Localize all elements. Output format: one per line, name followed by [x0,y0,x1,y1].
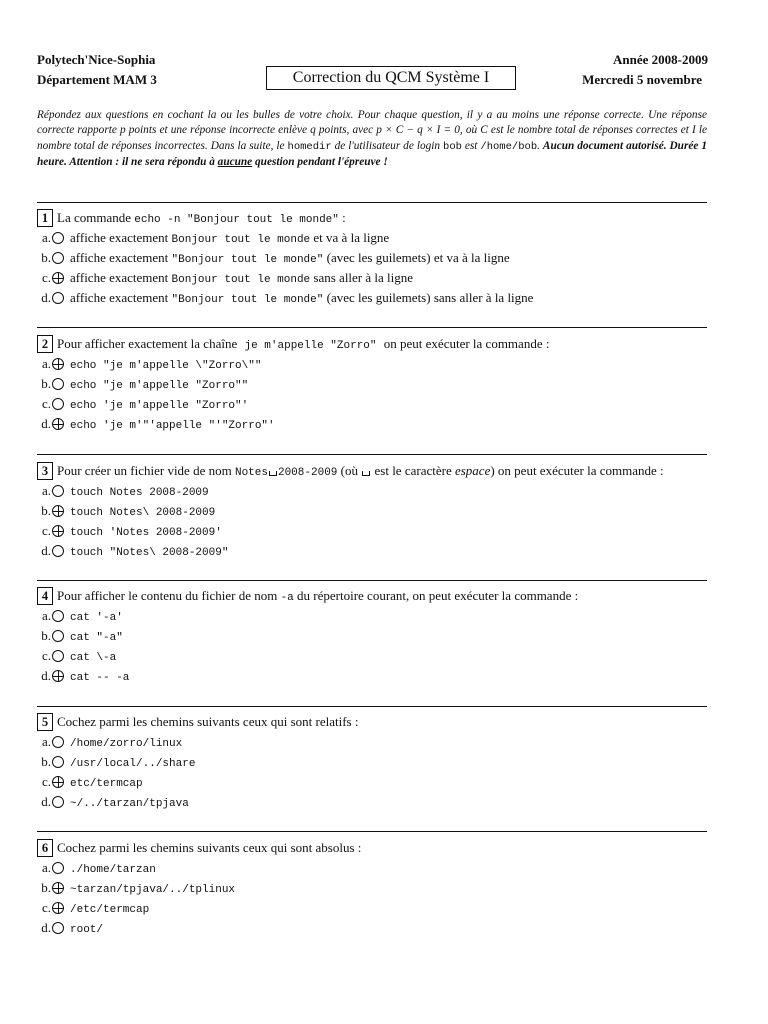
answer-option-a[interactable] [37,858,737,878]
checked-bubble-icon[interactable] [52,418,64,430]
option-code: cat \-a [70,652,117,664]
option-code: echo "je m'appelle \"Zorro\"" [70,360,262,372]
answer-option-b[interactable] [37,248,737,268]
answer-option-c[interactable] [37,394,737,414]
question-6 [37,838,737,938]
option-letter: b. [41,628,51,643]
stem-code: -a [280,592,294,604]
separator-rule [37,580,707,581]
question-number: 1 [37,209,53,227]
question-stem [37,712,737,732]
option-letter: a. [41,734,51,749]
option-text: (avec les guilemets) sans aller à la ligne [323,290,534,305]
option-letter: b. [41,503,51,518]
empty-bubble-icon[interactable] [52,485,64,497]
stem-text: Cochez parmi les chemins suivants ceux qui sont relatifs : [57,714,359,729]
answer-option-a[interactable] [37,354,737,374]
option-code: /etc/termcap [70,904,150,916]
school-name: Polytech'Nice-Sophia [37,52,156,67]
stem-text: : [338,210,346,225]
option-code: echo 'je m'"'appelle "'"Zorro"' [70,420,275,432]
option-letter: a. [41,608,51,623]
option-letter: c. [41,774,51,789]
empty-bubble-icon[interactable] [52,545,64,557]
answer-option-d[interactable] [37,541,737,561]
option-letter: a. [41,356,51,371]
option-letter: b. [41,880,51,895]
option-code: cat '-a' [70,612,123,624]
empty-bubble-icon[interactable] [52,630,64,642]
answer-option-b[interactable] [37,374,737,394]
homedir-code: homedir [287,140,332,153]
stem-code: 2008-2009 [277,467,338,479]
option-code: echo "je m'appelle "Zorro"" [70,380,249,392]
space-symbol-icon [269,471,277,476]
option-code: etc/termcap [70,778,143,790]
option-code: touch 'Notes 2008-2009' [70,527,222,539]
separator-rule [37,831,707,832]
option-letter: a. [41,230,51,245]
stem-text: ) on peut exécuter la commande : [490,463,664,478]
option-letter: b. [41,250,51,265]
option-code: touch Notes\ 2008-2009 [70,507,216,519]
question-stem [37,208,737,228]
rules-warning: Aucun document autorisé. Durée 1 heure. Attention : il ne sera répondu à [37,139,708,168]
answer-option-a[interactable] [37,481,737,501]
empty-bubble-icon[interactable] [52,756,64,768]
empty-bubble-icon[interactable] [52,862,64,874]
empty-bubble-icon[interactable] [52,610,64,622]
option-code: root/ [70,924,104,936]
checked-bubble-icon[interactable] [52,882,64,894]
answer-option-b[interactable] [37,501,737,521]
answer-option-d[interactable] [37,414,737,434]
question-3 [37,461,737,561]
answer-option-a[interactable] [37,228,737,248]
empty-bubble-icon[interactable] [52,796,64,808]
checked-bubble-icon[interactable] [52,902,64,914]
answer-option-c[interactable] [37,772,737,792]
option-code: /usr/local/../share [70,758,196,770]
option-code: /home/zorro/linux [70,738,183,750]
empty-bubble-icon[interactable] [52,292,64,304]
answer-option-b[interactable] [37,626,737,646]
checked-bubble-icon[interactable] [52,776,64,788]
exam-date: Mercredi 5 novembre [582,72,702,87]
question-stem [37,334,737,354]
question-2 [37,334,737,434]
stem-emphasis: espace [454,463,491,478]
separator-rule [37,327,707,328]
answer-option-c[interactable] [37,898,737,918]
empty-bubble-icon[interactable] [52,650,64,662]
option-letter: c. [41,270,51,285]
instructions-text: Répondez aux questions en cochant la ou les bulles de votre choix. Pour chaque question, il y a au moins une réponse correcte. Une réponse correcte rapporte p points et une réponse incorrecte enlève q points, avec p × C − q × I = 0, où C est le nombre total de réponses correctes et I le nombre total de réponses incorrectes. Dans la suite, le [37,109,707,152]
option-letter: c. [41,648,51,663]
separator-rule [37,202,707,203]
answer-option-d[interactable] [37,288,737,308]
option-code: ~tarzan/tpjava/../tplinux [70,884,236,896]
answer-option-b[interactable] [37,752,737,772]
homedir-path-code: /home/bob [480,140,538,153]
stem-text: La commande [57,210,135,225]
question-number: 6 [37,839,53,857]
option-letter: a. [41,483,51,498]
question-5 [37,712,737,812]
answer-option-b[interactable] [37,878,737,898]
option-code: "Bonjour tout le monde" [171,294,324,306]
option-code: ~/../tarzan/tpjava [70,798,189,810]
question-number: 4 [37,587,53,605]
question-4 [37,586,737,686]
answer-option-d[interactable] [37,666,737,686]
rules-warning: question pendant l'épreuve ! [252,155,388,168]
checked-bubble-icon[interactable] [52,505,64,517]
stem-text: Pour créer un fichier vide de nom [57,463,235,478]
question-stem [37,461,737,481]
stem-code: je m'appelle "Zorro" [244,340,377,352]
option-letter: d. [41,920,51,935]
separator-rule [37,706,707,707]
question-stem [37,586,737,606]
option-code: "Bonjour tout le monde" [171,254,324,266]
question-stem [37,838,737,858]
option-letter: c. [41,396,51,411]
header-right [582,50,708,90]
stem-text: Cochez parmi les chemins suivants ceux qui sont absolus : [57,840,362,855]
option-letter: a. [41,860,51,875]
question-number: 5 [37,713,53,731]
option-code: echo 'je m'appelle "Zorro"' [70,400,249,412]
department-name: Département MAM 3 [37,72,157,87]
checked-bubble-icon[interactable] [52,525,64,537]
option-text: affiche exactement [70,230,172,245]
stem-text: Pour afficher exactement la chaîne [57,336,241,351]
question-number: 3 [37,462,53,480]
question-number: 2 [37,335,53,353]
option-text: sans aller à la ligne [310,270,414,285]
checked-bubble-icon[interactable] [52,272,64,284]
separator-rule [37,454,707,455]
stem-text: Pour afficher le contenu du fichier de nom [57,588,281,603]
instructions-text: est [461,139,481,152]
answer-option-c[interactable] [37,268,737,288]
empty-bubble-icon[interactable] [52,378,64,390]
empty-bubble-icon[interactable] [52,398,64,410]
academic-year: Année 2008-2009 [613,52,708,67]
stem-code: Notes [234,467,268,479]
stem-text: on peut exécuter la commande : [380,336,550,351]
option-letter: c. [41,523,51,538]
option-code: ./home/tarzan [70,864,156,876]
answer-option-d[interactable] [37,792,737,812]
empty-bubble-icon[interactable] [52,252,64,264]
answer-option-d[interactable] [37,918,737,938]
empty-bubble-icon[interactable] [52,736,64,748]
option-letter: d. [41,668,51,683]
question-1 [37,208,737,308]
answer-option-a[interactable] [37,606,737,626]
option-text: affiche exactement [70,250,172,265]
space-symbol-icon [362,471,370,476]
stem-text: est le caractère [371,463,455,478]
instructions-text: . [537,139,543,152]
option-letter: b. [41,376,51,391]
option-letter: d. [41,290,51,305]
header-left [37,50,157,90]
option-letter: d. [41,794,51,809]
checked-bubble-icon[interactable] [52,358,64,370]
stem-code: echo -n "Bonjour tout le monde" [134,214,339,226]
stem-text: du répertoire courant, on peut exécuter la commande : [293,588,579,603]
login-code: bob [443,140,462,153]
rules-warning-underlined: aucune [217,155,253,168]
instructions [37,108,707,170]
option-code: cat "-a" [70,632,123,644]
instructions-text: de l'utilisateur de login [331,139,444,152]
option-code: touch Notes 2008-2009 [70,487,209,499]
option-text: affiche exactement [70,290,172,305]
option-text: (avec les guilemets) et va à la ligne [323,250,510,265]
option-code: Bonjour tout le monde [171,274,311,286]
empty-bubble-icon[interactable] [52,232,64,244]
option-letter: b. [41,754,51,769]
option-letter: d. [41,543,51,558]
checked-bubble-icon[interactable] [52,670,64,682]
option-code: Bonjour tout le monde [171,234,311,246]
option-code: cat -- -a [70,672,130,684]
stem-text: (où [337,463,362,478]
answer-option-a[interactable] [37,732,737,752]
option-code: touch "Notes\ 2008-2009" [70,547,229,559]
document-title: Correction du QCM Système I [266,66,516,90]
empty-bubble-icon[interactable] [52,922,64,934]
answer-option-c[interactable] [37,646,737,666]
option-letter: c. [41,900,51,915]
option-text: et va à la ligne [310,230,390,245]
option-text: affiche exactement [70,270,172,285]
answer-option-c[interactable] [37,521,737,541]
option-letter: d. [41,416,51,431]
